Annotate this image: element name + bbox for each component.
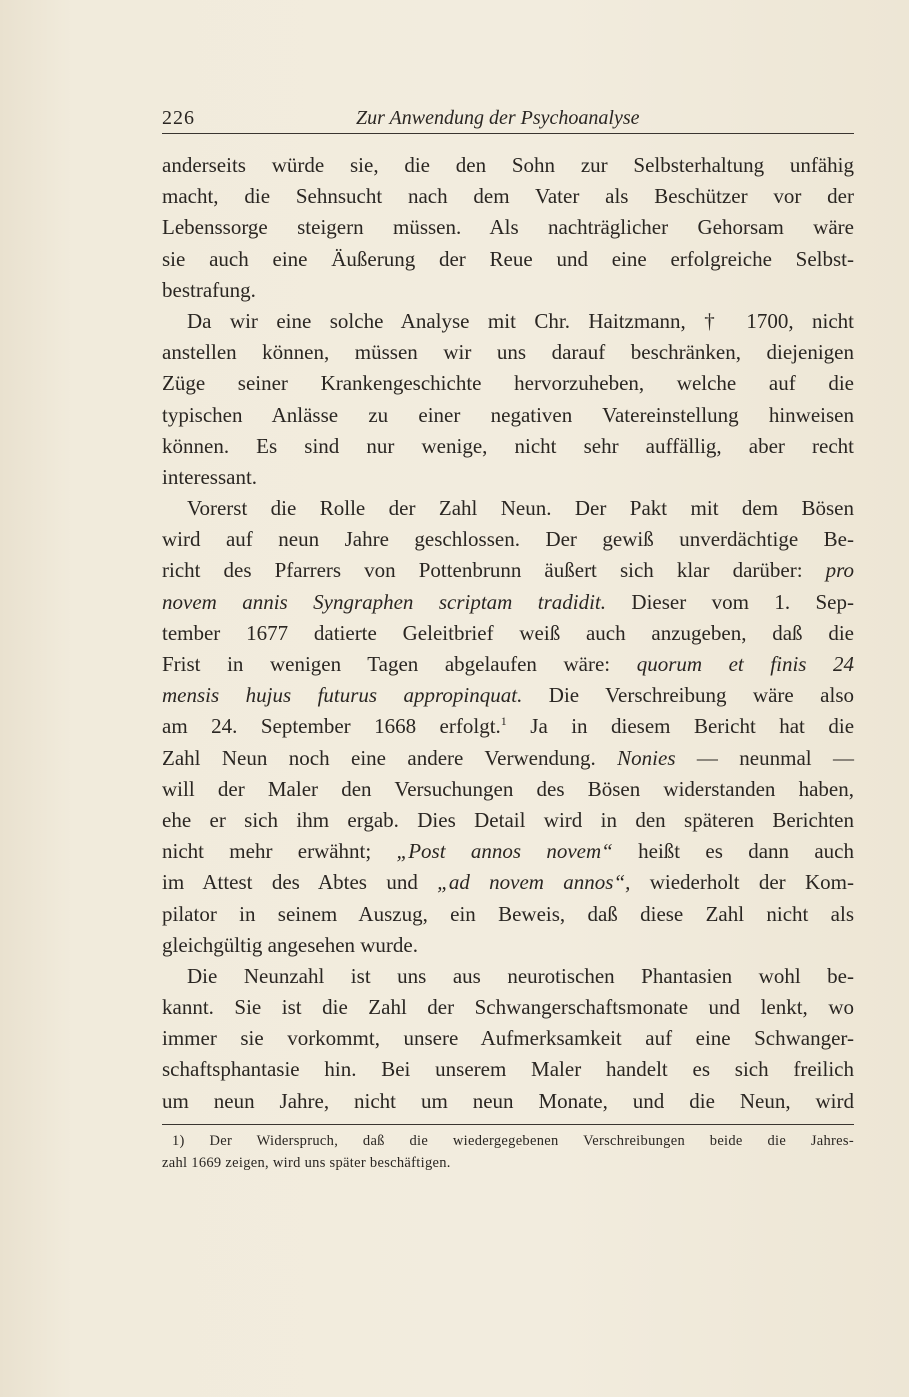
text-line: gleichgültig angesehen wurde. bbox=[162, 932, 418, 957]
text-line: sie auch eine Äußerung der Reue und eine erfolgreiche Selbst- bbox=[162, 246, 854, 271]
text-segment: Dieser vom 1. Sep- bbox=[631, 589, 854, 614]
italic-text: „Post annos novem“ bbox=[396, 839, 613, 864]
page-header bbox=[162, 104, 854, 132]
text-line bbox=[162, 587, 854, 618]
text-line: interessant. bbox=[162, 464, 258, 489]
italic-text: pro bbox=[825, 558, 855, 583]
text-segment: heißt es dann auch bbox=[638, 839, 855, 864]
text-line: Vorerst die Rolle der Zahl Neun. Der Pakt mit dem Bösen bbox=[187, 496, 854, 521]
text-segment: Frist in wenigen Tagen abgelaufen wäre: bbox=[162, 652, 611, 676]
footnote-line: zahl 1669 zeigen, wird uns später beschäftigen. bbox=[162, 1155, 451, 1171]
text-line: Lebenssorge steigern müssen. Als nachträglicher Gehorsam wäre bbox=[162, 215, 854, 240]
footnote-rule bbox=[162, 1124, 854, 1125]
text-segment: — neunmal — bbox=[696, 745, 855, 770]
text-line: wird auf neun Jahre geschlossen. Der gewiß unverdächtige Be- bbox=[162, 527, 854, 552]
text-line: typischen Anlässe zu einer negativen Vatereinstellung hinweisen bbox=[162, 402, 854, 427]
text-line: kannt. Sie ist die Zahl der Schwangerschaftsmonate und lenkt, wo bbox=[162, 995, 854, 1020]
text-line: anderseits würde sie, die den Sohn zur Selbsterhaltung unfähig bbox=[162, 153, 854, 177]
text-segment: im Attest des Abtes und bbox=[162, 870, 418, 895]
text-line bbox=[162, 680, 854, 711]
footnote-line: 1) Der Widerspruch, daß die wiedergegebenen Verschreibungen beide die Jahres- bbox=[172, 1133, 854, 1149]
text-line: ehe er sich ihm ergab. Dies Detail wird in den späteren Berichten bbox=[162, 807, 854, 832]
text-segment: wiederholt der Kom- bbox=[649, 870, 854, 895]
text-line: können. Es sind nur wenige, nicht sehr auffällig, aber recht bbox=[162, 433, 854, 458]
text-line: Die Neunzahl ist uns aus neurotischen Phantasien wohl be- bbox=[187, 963, 854, 988]
text-line: will der Maler den Versuchungen des Bösen widerstanden haben, bbox=[162, 776, 854, 801]
text-line: bestrafung. bbox=[162, 277, 256, 302]
text-line bbox=[162, 743, 854, 774]
text-line bbox=[162, 836, 854, 867]
footnotes bbox=[162, 1130, 854, 1174]
page-number: 226 bbox=[162, 107, 195, 129]
text-segment: richt des Pfarrers von Pottenbrunn äußert sich klar darüber: bbox=[162, 558, 803, 583]
text-line: um neun Jahre, nicht um neun Monate, und die Neun, wird bbox=[162, 1088, 854, 1113]
text-line: schaftsphantasie hin. Bei unserem Maler handelt es sich freilich bbox=[162, 1057, 854, 1082]
italic-text: „ad novem annos“, bbox=[437, 870, 631, 895]
text-segment: Die Verschreibung wäre also bbox=[548, 683, 854, 708]
italic-text: mensis hujus futurus appropinquat. bbox=[162, 683, 523, 708]
text-line: Züge seiner Krankengeschichte hervorzuheben, welche auf die bbox=[162, 371, 854, 396]
running-title: Zur Anwendung der Psychoanalyse bbox=[356, 107, 640, 129]
footnote-marker: 1 bbox=[500, 714, 507, 729]
text-line bbox=[162, 867, 854, 898]
body-text bbox=[162, 150, 854, 1117]
text-line bbox=[162, 555, 854, 586]
text-line: anstellen können, müssen wir uns darauf beschränken, diejenigen bbox=[162, 340, 854, 365]
text-segment: nicht mehr erwähnt; bbox=[162, 839, 372, 864]
italic-text: quorum et finis 24 bbox=[636, 652, 855, 676]
text-line: macht, die Sehnsucht nach dem Vater als Beschützer vor der bbox=[162, 184, 854, 209]
text-line bbox=[162, 649, 854, 680]
italic-text: Nonies bbox=[617, 745, 676, 770]
text-line: immer sie vorkommt, unsere Aufmerksamkeit auf eine Schwanger- bbox=[162, 1026, 854, 1051]
text-line: pilator in seinem Auszug, ein Beweis, daß diese Zahl nicht als bbox=[162, 901, 854, 926]
text-line bbox=[162, 711, 854, 742]
text-line: Da wir eine solche Analyse mit Chr. Haitzmann, † 1700, nicht bbox=[187, 308, 854, 333]
italic-text: novem annis Syngraphen scriptam tradidit. bbox=[162, 589, 606, 614]
text-line: tember 1677 datierte Geleitbrief weiß auch anzugeben, daß die bbox=[162, 620, 854, 645]
text-segment: Ja in diesem Bericht hat die bbox=[530, 714, 855, 739]
header-rule bbox=[162, 133, 854, 134]
text-segment: am 24. September 1668 erfolgt. bbox=[162, 714, 501, 739]
text-segment: Zahl Neun noch eine andere Verwendung. bbox=[162, 745, 596, 770]
